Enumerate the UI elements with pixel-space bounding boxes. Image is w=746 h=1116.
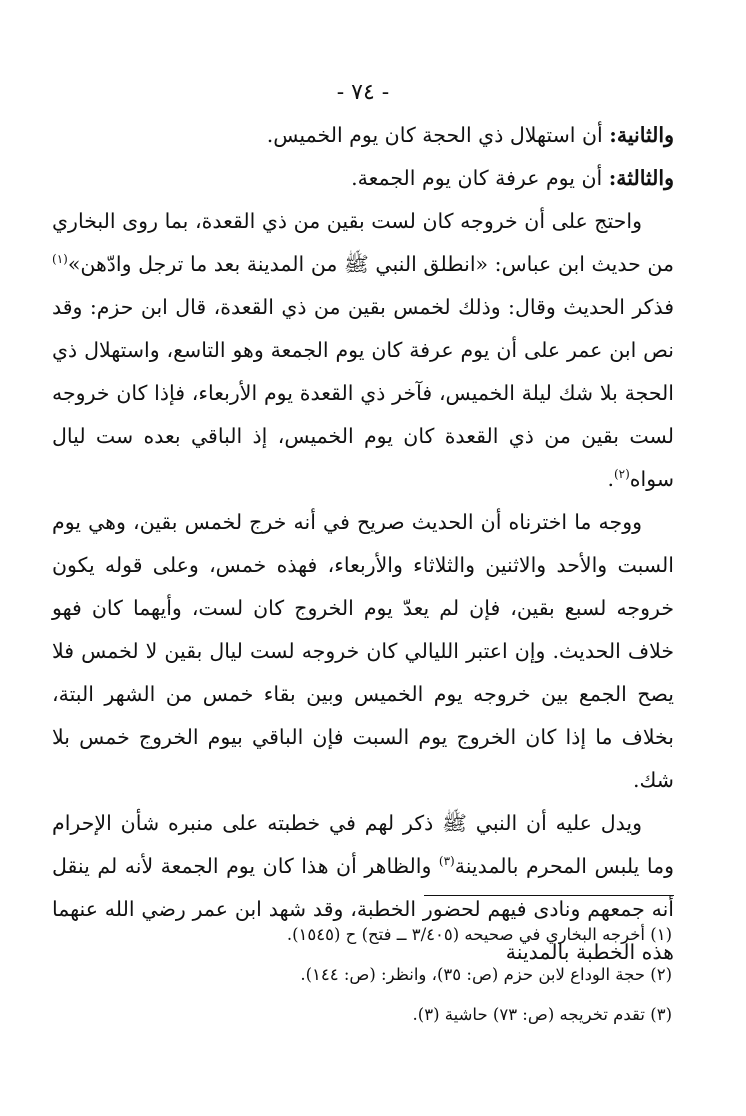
footnote-ref-2: (٢) <box>613 467 630 482</box>
footnote-1: (١) أخرجه البخاري في صحيحه (٣/٤٠٥ ــ فتح) ح (١٥٤٥). <box>286 925 672 944</box>
second-text: أن استهلال ذي الحجة كان يوم الخميس. <box>266 123 610 147</box>
footnote-divider <box>424 895 674 896</box>
argument-text-end: . <box>607 467 614 491</box>
footnote-ref-3: (٣) <box>438 854 455 869</box>
paragraph-second-point <box>52 114 674 157</box>
paragraph-argument <box>52 200 674 501</box>
footnote-ref-1: (١) <box>52 252 68 267</box>
evidence-text-continued: والظاهر أن هذا كان يوم الجمعة لأنه لم ينقل أنه جمعهم ونادى فيهم لحضور الخطبة، وقد شهد ابن عمر رضي الله عنهما هذه الخطبة بالمدينة <box>52 854 674 964</box>
second-label: والثانية: <box>609 123 674 147</box>
argument-text: واحتج على أن خروجه كان لست بقين من ذي القعدة، بما روى البخاري من حديث ابن عباس: «انطلق النبي ﷺ من المدينة بعد ما ترجل وادّهن» <box>52 209 674 276</box>
chosen-view-text: ووجه ما اخترناه أن الحديث صريح في أنه خرج لخمس بقين، وهي يوم السبت والأحد والاثنين والثلاثاء والأربعاء، فهذه خمس، وعلى قوله يكون خروجه لسبع بقين، فإن لم يعدّ يوم الخروج كان لست، وأيهما كان فهو خلاف الحديث. وإن اعتبر الليالي كان خروجه لست ليال بقين لا لخمس فلا يصح الجمع بين خروجه يوم الخميس وبين بقاء خمس من الشهر البتة، بخلاف ما إذا كان الخروج يوم السبت فإن الباقي بيوم الخروج خمس بلا شك. <box>52 510 674 792</box>
body-text <box>52 114 674 974</box>
footnote-2: (٢) حجة الوداع لابن حزم (ص: ٣٥)، وانظر: (ص: ١٤٤). <box>300 965 672 984</box>
paragraph-third-point <box>52 157 674 200</box>
evidence-text: ويدل عليه أن النبي ﷺ ذكر لهم في خطبته على منبره شأن الإحرام وما يلبس المحرم بالمدينة <box>52 811 674 878</box>
page-number: - ٧٤ - <box>336 80 390 105</box>
footnote-3: (٣) تقدم تخريجه (ص: ٧٣) حاشية (٣). <box>412 1005 672 1024</box>
paragraph-chosen-view <box>52 501 674 802</box>
footnotes <box>60 915 672 1035</box>
page-content <box>52 78 674 974</box>
argument-text-continued: فذكر الحديث وقال: وذلك لخمس بقين من ذي القعدة، قال ابن حزم: وقد نص ابن عمر على أن يوم عرفة كان يوم الجمعة وهو التاسع، واستهلال ذي الحجة بلا شك ليلة الخميس، فآخر ذي القعدة يوم الأربعاء، فإذا كان خروجه لست بقين من ذي القعدة كان يوم الخميس، إذ الباقي بعده ست ليال سواه <box>52 295 674 491</box>
third-label: والثالثة: <box>608 166 674 190</box>
third-text: أن يوم عرفة كان يوم الجمعة. <box>351 166 609 190</box>
